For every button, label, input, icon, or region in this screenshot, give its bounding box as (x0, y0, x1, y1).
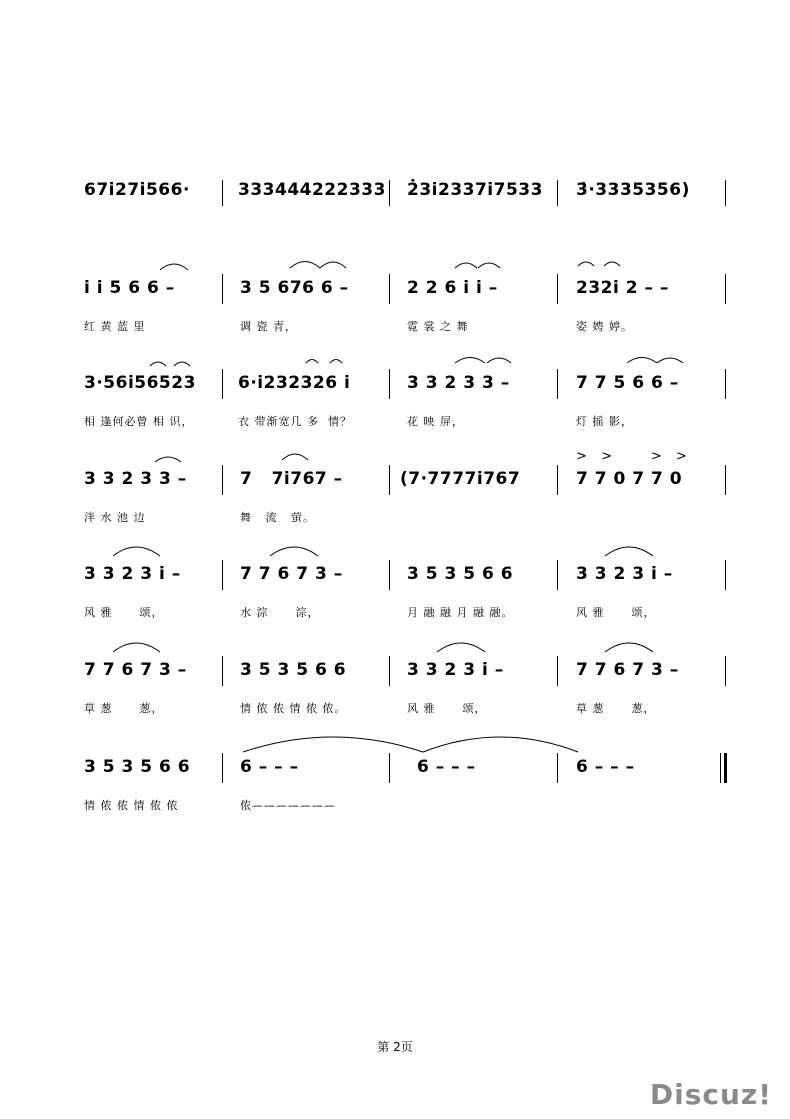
barline (389, 656, 390, 686)
measure-6-2: 3 5 3 5 6 6 (240, 660, 347, 680)
lyric-3-4: 灯 摇 影， (576, 415, 633, 428)
lyric-2-2: 调 瓷 青， (240, 320, 297, 333)
lyric-5-4: 风 雅 颂， (576, 606, 656, 619)
measure-3-2: 6·i232326 i (238, 373, 351, 393)
measure-1-3: 2̇3i2337i7533 (407, 180, 543, 200)
lyric-7-2: 侬——————— (240, 799, 336, 812)
barline (222, 180, 223, 206)
lyric-3-2: 衣 带渐宽几 多 情？ (238, 415, 352, 428)
lyric-2-3: 霓 裳 之 舞 (407, 320, 469, 333)
lyric-5-2: 水 淙 淙， (240, 606, 320, 619)
watermark-logo: Discuz! (649, 1078, 772, 1111)
slur-arc (155, 457, 181, 462)
slur-arc (270, 547, 318, 556)
barline (222, 656, 223, 686)
slur-arc (282, 454, 308, 460)
measure-5-3: 3 5 3 5 6 6 (407, 564, 514, 584)
slur-arc (455, 263, 477, 268)
lyric-4-2: 舞 流 萤。 (240, 511, 315, 524)
measure-6-4: 7 7 6 7 3 – (576, 660, 679, 680)
measure-3-1: 3·56i56523 (84, 373, 196, 393)
barline (557, 560, 558, 590)
measure-6-3: 3 3 2 3 i – (407, 660, 504, 680)
lyric-2-1: 红 黄 蓝 里 (84, 320, 146, 333)
barline (222, 560, 223, 590)
slur-arc (455, 358, 485, 364)
tie-arc (243, 737, 423, 752)
measure-2-2: 3 5 676 6 – (240, 278, 349, 298)
measure-7-4: 6 – – – (576, 757, 635, 777)
measure-7-2: 6 – – – (240, 757, 299, 777)
lyric-4-1: 泮 水 池 边 (84, 511, 146, 524)
barline (725, 560, 726, 590)
lyric-6-2: 情 侬 侬 情 侬 侬。 (240, 702, 347, 715)
lyric-5-3: 月 融 融 月 融 融。 (407, 606, 514, 619)
slur-arc (306, 360, 318, 364)
measure-5-2: 7 7 6 7 3 – (240, 564, 343, 584)
measure-2-3: 2 2 6 i i – (407, 278, 498, 298)
barline (557, 753, 558, 783)
measure-5-1: 3 3 2 3 i – (84, 564, 181, 584)
lyric-7-1: 情 侬 侬 情 侬 侬 (84, 799, 179, 812)
barline (222, 369, 223, 399)
lyric-3-1: 相 逢何必曾 相 识， (84, 415, 194, 428)
barline (557, 274, 558, 304)
slur-arc (437, 643, 485, 652)
page-number: 第 2页 (377, 1040, 413, 1054)
barline (389, 465, 390, 495)
measure-2-1: i i 5 6 6 – (84, 278, 175, 298)
lyric-3-3: 花 映 屏， (407, 415, 464, 428)
lyric-5-1: 风 雅 颂， (84, 606, 164, 619)
measure-4-1: 3 3 2 3 3 – (84, 469, 187, 489)
barline (725, 274, 726, 304)
barline (557, 465, 558, 495)
slur-arc (174, 362, 190, 366)
lyric-6-1: 草 葱 葱， (84, 702, 164, 715)
slur-arc (113, 643, 160, 652)
measure-6-1: 7 7 6 7 3 – (84, 660, 187, 680)
measure-2-4: 232i 2 – – (576, 278, 669, 298)
slur-arc (657, 358, 683, 363)
lyric-2-4: 姿 娉 婷。 (576, 320, 633, 333)
slur-arc (578, 262, 594, 266)
final-barline-thin (720, 753, 721, 783)
final-barline-thick (724, 753, 727, 783)
barline (557, 369, 558, 399)
measure-1-1: 67i27i566· (84, 180, 190, 200)
measure-7-3: 6 – – – (417, 757, 476, 777)
barline (222, 274, 223, 304)
accent-marks: > > > > (576, 449, 689, 464)
measure-1-4: 3̇·3335356) (576, 180, 690, 200)
slur-arc (478, 263, 500, 268)
measure-5-4: 3 3 2 3 i – (576, 564, 673, 584)
slur-arc (113, 547, 160, 556)
measure-7-1: 3 5 3 5 6 6 (84, 757, 191, 777)
measure-4-3: (7·7777i767 (400, 469, 521, 489)
barline (389, 180, 390, 206)
measure-4-4: 7 7 0 7 7 0 (576, 469, 683, 489)
slur-arc (330, 360, 342, 364)
slur-arc (150, 362, 166, 366)
slur-arc (487, 358, 511, 363)
barline (557, 656, 558, 686)
barline (725, 180, 726, 206)
barline (725, 369, 726, 399)
barline (725, 656, 726, 686)
barline (557, 180, 558, 206)
lyric-6-3: 风 雅 颂， (407, 702, 487, 715)
slur-arc (320, 262, 346, 268)
barline (389, 753, 390, 783)
measure-4-2: 7 7i767 – (240, 469, 343, 489)
barline (389, 369, 390, 399)
tie-arc (423, 737, 578, 752)
lyric-6-4: 草 葱 葱， (576, 702, 656, 715)
barline (725, 465, 726, 495)
barline (222, 753, 223, 783)
barline (389, 274, 390, 304)
measure-1-2: 333444222333 (238, 180, 386, 200)
barline (222, 465, 223, 495)
slur-arc (605, 547, 653, 556)
slur-arc (627, 358, 657, 364)
barline (389, 560, 390, 590)
measure-3-3: 3 3 2 3 3 – (407, 373, 510, 393)
slur-arc (290, 262, 320, 269)
slur-arc (605, 643, 653, 652)
measure-3-4: 7 7 5 6 6 – (576, 373, 679, 393)
slur-arc (604, 262, 620, 266)
slur-arc (160, 264, 188, 270)
